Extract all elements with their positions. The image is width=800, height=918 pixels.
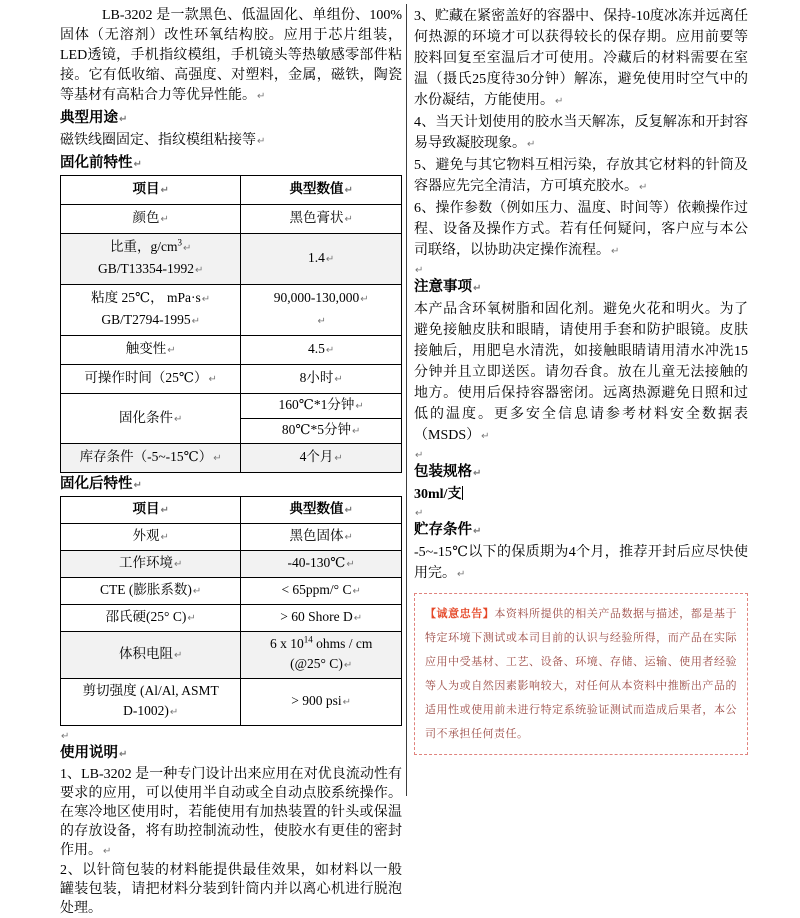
paragraph-mark: ↵	[355, 401, 364, 412]
paragraph-mark: ↵	[187, 613, 196, 624]
paragraph-mark: ↵	[119, 114, 128, 125]
paragraph-mark: ↵	[257, 136, 266, 147]
instruction-paragraph-3: 3、贮藏在紧密盖好的容器中、保持-10度冰冻并远离任何热源的环境才可以获得较长的保存期。应用前要等胶料回复至室温后才可使用。冷藏后的材料需要在室温（摄氏25度待30分钟）解冻，避免使用时空气中的水份凝结，方能使用。↵	[414, 9, 748, 108]
paragraph-mark: ↵	[611, 246, 620, 257]
usage-paragraph-1: 1、LB-3202 是一种专门设计出来应用在对优良流动性有要求的应用，可以使用半自动或全自动点胶系统操作。在寒冷地区使用时，若能使用有加热装置的针头或保温的存放设备，将有助控制流动性，使胶水有更佳的密封作用。↵	[60, 767, 402, 858]
notice-paragraph: 本产品含环氧树脂和固化剂。避免火花和明火。为了避免接触皮肤和眼睛，请使用手套和防护眼镜。皮肤接触后，用肥皂水清洗，如接触眼睛请用清水冲洗15分钟并且立即送医。请勿吞食。放在儿童无法接触的地方。使用后保持容器密闭。远离热源避免日照和过低的温度。更多安全信息请参考材料安全数据表（MSDS）↵	[414, 302, 748, 443]
table-row	[61, 497, 402, 524]
paragraph-mark: ↵	[169, 707, 179, 718]
cell-item: 剪切强度 (Al/Al, ASMT D-1002)↵	[61, 679, 241, 726]
text-cursor	[462, 486, 463, 500]
paragraph-mark: ↵	[353, 613, 363, 624]
storage-heading: 贮存条件↵	[414, 522, 482, 538]
paragraph-mark: ↵	[343, 660, 353, 671]
table-row	[61, 679, 402, 726]
cell-value: 黑色固体↵	[241, 524, 402, 551]
table-row	[61, 176, 402, 205]
cell-value: 黑色膏状↵	[241, 205, 402, 234]
cell-item: 触变性↵	[61, 336, 241, 365]
cell-value: -40-130℃↵	[241, 551, 402, 578]
paragraph-mark: ↵	[334, 374, 343, 385]
paragraph-mark: ↵	[555, 96, 564, 107]
cell-item: 邵氏硬(25° C)↵	[61, 605, 241, 632]
instruction-paragraph-6: 6、操作参数（例如压力、温度、时间等）依赖操作过程、设备及操作方式。若有任何疑问，客户应与本公司联络，以协助决定操作流程。↵	[414, 201, 748, 258]
paragraph-mark: ↵	[527, 139, 536, 150]
paragraph-mark: ↵	[61, 731, 70, 742]
cell-value: 4.5↵	[241, 336, 402, 365]
table-row	[61, 578, 402, 605]
paragraph-mark: ↵	[160, 532, 169, 543]
empty-line	[60, 728, 402, 742]
col-header-item: 项目↵	[61, 176, 241, 205]
paragraph-mark: ↵	[160, 185, 169, 196]
paragraph-mark: ↵	[173, 559, 183, 570]
empty-line	[414, 447, 748, 461]
cell-item: CTE (膨胀系数)↵	[61, 578, 241, 605]
advisory-text: 本资料所提供的相关产品数据与描述，都是基于特定环境下测试或本司目前的认识与经验所得，而产品在实际应用中受基材、工艺、设备、环境、存储、运输、使用者经验等人为或自然因素影响较大，对任何从本资料中推断出产品的适用性或使用前未进行特定系统验证测试而造成后果者，本公司不承担任何责任。	[425, 608, 738, 740]
table-row	[61, 365, 402, 394]
right-column	[414, 6, 748, 755]
cell-value: 80℃*5分钟↵	[241, 419, 402, 444]
cell-item: 颜色↵	[61, 205, 241, 234]
table-row	[61, 605, 402, 632]
col-header-value: 典型数值↵	[241, 497, 402, 524]
paragraph-mark: ↵	[346, 559, 355, 570]
table-row	[61, 205, 402, 234]
paragraph-mark: ↵	[342, 697, 352, 708]
paragraph-mark: ↵	[119, 749, 128, 760]
precure-table	[60, 175, 402, 473]
cell-item: 库存条件（-5~-15℃）↵	[61, 444, 241, 473]
paragraph-mark: ↵	[415, 508, 424, 519]
table-row	[61, 234, 402, 285]
paragraph-mark: ↵	[173, 413, 183, 425]
paragraph-mark: ↵	[344, 505, 353, 516]
intro-text: LB-3202 是一款黑色、低温固化、单组份、100%固体（无溶剂）改性环氧结构胶。应用于芯片组装，LED透镜，手机指纹模组，手机镜头等热敏感零部件粘接。它有低收缩、高强度、对塑料，金属，磁铁，陶瓷等基材有高粘合力等优异性能。	[60, 8, 402, 103]
paragraph-mark: ↵	[344, 185, 353, 196]
paragraph-mark: ↵	[473, 468, 482, 479]
cell-item: 体积电阻↵	[61, 632, 241, 679]
instruction-paragraph-4: 4、当天计划使用的胶水当天解冻，反复解冻和开封容易导致凝胶现象。↵	[414, 115, 748, 151]
typical-use-text: 磁铁线圈固定、指纹模组粘接等↵	[60, 133, 266, 148]
cell-value: 8小时↵	[241, 365, 402, 394]
paragraph-mark: ↵	[213, 453, 222, 464]
paragraph-mark: ↵	[167, 345, 176, 356]
table-row	[61, 394, 402, 419]
paragraph-mark: ↵	[192, 586, 202, 597]
paragraph-mark: ↵	[191, 316, 200, 327]
paragraph-mark: ↵	[325, 254, 335, 265]
cell-item: 可操作时间（25℃）↵	[61, 365, 241, 394]
storage-paragraph: -5~-15℃以下的保质期为4个月，推荐开封后应尽快使用完。↵	[414, 545, 748, 581]
usage-paragraph-2: 2、以针筒包装的材料能提供最佳效果，如材料以一般罐装包装，请把材料分装到针筒内并以离心机进行脱泡处理。	[60, 863, 402, 916]
cell-value: 160℃*1分钟↵	[241, 394, 402, 419]
paragraph-mark: ↵	[103, 846, 112, 857]
table-row	[61, 551, 402, 578]
usage-heading: 使用说明↵	[60, 745, 128, 761]
paragraph-mark: ↵	[344, 214, 353, 225]
table-row	[61, 336, 402, 365]
superscript: 14	[303, 634, 313, 645]
paragraph-mark: ↵	[317, 316, 326, 327]
paragraph-mark: ↵	[415, 450, 424, 461]
cell-value: < 65ppm/° C↵	[241, 578, 402, 605]
paragraph-mark: ↵	[352, 586, 361, 597]
cell-value: 90,000-130,000↵ ↵	[241, 285, 402, 336]
paragraph-mark: ↵	[334, 453, 343, 464]
cell-value: 1.4↵	[241, 234, 402, 285]
cell-value: > 900 psi↵	[241, 679, 402, 726]
cell-item: 固化条件↵	[61, 394, 241, 444]
cell-item: 工作环境↵	[61, 551, 241, 578]
paragraph-mark: ↵	[325, 345, 335, 356]
advisory-label: 【诚意忠告】	[425, 608, 495, 620]
cell-item: 外观↵	[61, 524, 241, 551]
precure-heading: 固化前特性↵	[60, 155, 142, 171]
paragraph-mark: ↵	[473, 283, 482, 294]
paragraph-mark: ↵	[201, 294, 211, 305]
notice-heading: 注意事项↵	[414, 279, 482, 295]
superscript: 3	[177, 237, 182, 248]
paragraph-mark: ↵	[415, 265, 424, 276]
col-header-value: 典型数值↵	[241, 176, 402, 205]
column-divider-line	[406, 4, 407, 796]
cell-value: > 60 Shore D↵	[241, 605, 402, 632]
packing-heading: 包装规格↵	[414, 464, 482, 480]
table-row	[61, 285, 402, 336]
intro-paragraph	[60, 6, 402, 107]
table-row	[61, 524, 402, 551]
col-header-item: 项目↵	[61, 497, 241, 524]
paragraph-mark: ↵	[160, 505, 169, 516]
table-row	[61, 632, 402, 679]
paragraph-mark: ↵	[344, 532, 353, 543]
cell-value: 4个月↵	[241, 444, 402, 473]
paragraph-mark: ↵	[257, 91, 266, 102]
cell-value: 6 x $10^{14}$ ohms / cm (@25° C)↵	[241, 632, 402, 679]
paragraph-mark: ↵	[639, 182, 648, 193]
postcure-table	[60, 496, 402, 726]
paragraph-mark: ↵	[360, 294, 369, 305]
paragraph-mark: ↵	[194, 265, 204, 276]
paragraph-mark: ↵	[352, 426, 361, 437]
packing-value: 30ml/支	[414, 487, 462, 502]
postcure-heading: 固化后特性↵	[60, 476, 142, 492]
advisory-box	[414, 593, 748, 755]
cell-item: 粘度 25℃， mPa·s↵ GB/T2794-1995↵	[61, 285, 241, 336]
paragraph-mark: ↵	[133, 159, 142, 170]
paragraph-mark: ↵	[473, 526, 482, 537]
paragraph-mark: ↵	[133, 480, 142, 491]
paragraph-mark: ↵	[481, 431, 490, 442]
empty-line	[414, 262, 748, 276]
paragraph-mark: ↵	[457, 569, 466, 580]
empty-line	[414, 505, 748, 519]
instruction-paragraph-5: 5、避免与其它物料互相污染，存放其它材料的针筒及容器应先完全清洁，方可填充胶水。↵	[414, 158, 748, 194]
paragraph-mark: ↵	[208, 374, 217, 385]
typical-use-heading: 典型用途↵	[60, 110, 128, 126]
paragraph-mark: ↵	[173, 650, 183, 661]
cell-item: 比重，$g/cm^3↵$ GB/T13354-1992↵	[61, 234, 241, 285]
paragraph-mark: ↵	[182, 243, 192, 254]
paragraph-mark: ↵	[160, 214, 169, 225]
table-row	[61, 444, 402, 473]
left-column	[60, 6, 402, 918]
